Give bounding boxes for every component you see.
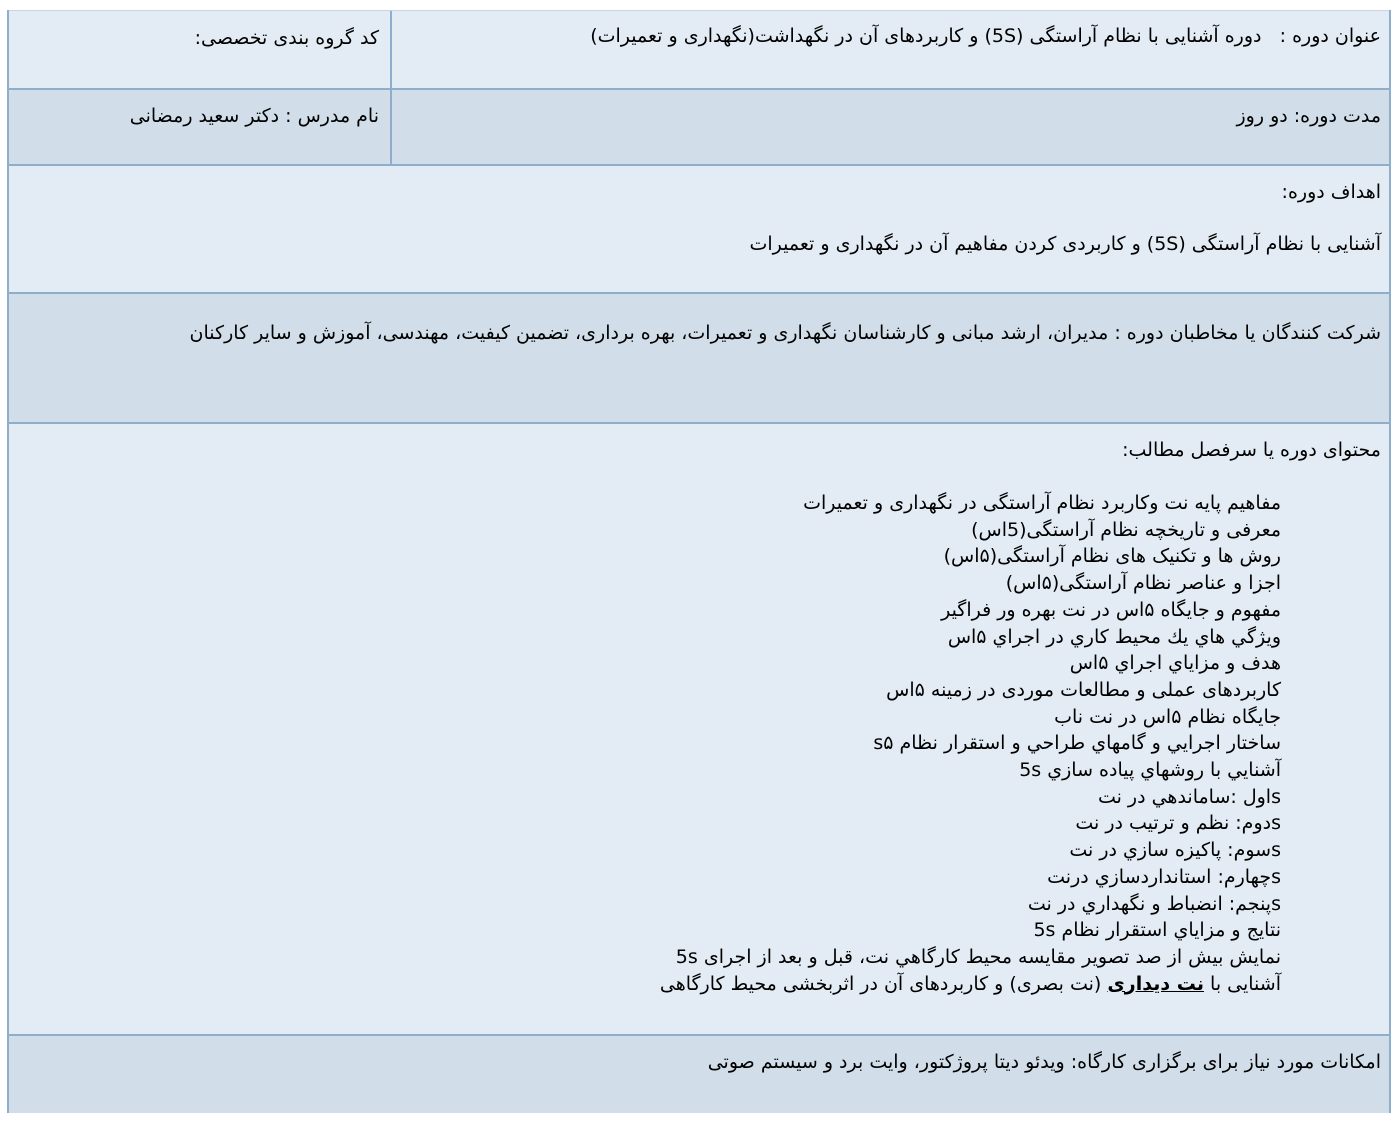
duration-value: دو روز (1236, 105, 1288, 127)
audience-text: مدیران، ارشد مبانی و کارشناسان نگهداری و تعمیرات، بهره برداری، تضمین کیفیت، مهندسی، آموزش و سایر کارکنان (189, 322, 1109, 344)
list-item: کاربردهای عملی و مطالعات موردی در زمینه ۵اس (886, 678, 1281, 701)
list-item: ساختار اجرايي و گامهاي طراحي و استقرار نظام s۵ (873, 732, 1281, 755)
group-code-label: کد گروه بندی تخصصی: (194, 27, 379, 49)
list-item: هدف و مزاياي اجراي ۵اس (1069, 652, 1281, 675)
list-item: sدوم: نظم و ترتيب در نت (1075, 812, 1281, 835)
course-title-value: دوره آشنایی با نظام آراستگی (5S) و کاربردهای آن در نگهداشت(نگهداری و تعمیرات) (590, 25, 1262, 47)
list-item: ويژگي هاي يك محيط كاري در اجراي ۵اس (947, 625, 1281, 648)
course-title (590, 24, 1381, 48)
row-title (9, 10, 1389, 90)
course-info-table (7, 10, 1391, 1113)
row-audience (9, 294, 1389, 424)
row-content (9, 424, 1389, 1036)
last-item-prefix: آشنایی با (1210, 972, 1281, 995)
cell-divider (390, 90, 392, 164)
list-item: اجزا و عناصر نظام آراستگی(۵اس) (1005, 572, 1281, 595)
goals-text: آشنایی با نظام آراستگی (5S) و کاربردی کردن مفاهیم آن در نگهداری و تعمیرات (749, 233, 1381, 255)
list-item: نمایش بیش از صد تصویر مقایسه محیط کارگاهي نت، قبل و بعد از اجرای 5s (675, 945, 1281, 968)
course-title-label: عنوان دوره : (1279, 25, 1381, 47)
teacher-value: دکتر سعید رمضانی (129, 105, 280, 127)
audience-label: شرکت کنندگان یا مخاطبان دوره : (1114, 322, 1381, 344)
list-item: نتايج و مزاياي استقرار نظام 5s (1033, 919, 1281, 942)
facilities-value: ويدئو ديتا پروژكتور، وايت برد و سيستم صوتی (707, 1051, 1065, 1073)
facilities-label: امکانات مورد نیاز برای برگزاری کارگاه: (1070, 1051, 1381, 1073)
row-facilities (9, 1036, 1389, 1113)
list-item: sسوم: پاكيزه سازي در نت (1069, 839, 1281, 862)
row-goals (9, 166, 1389, 294)
list-item: معرفی و تاریخچه نظام آراستگی(5اس) (971, 518, 1281, 541)
list-item: sچهارم: استانداردسازي درنت (1047, 865, 1281, 888)
list-item: روش ها و تکنیک های نظام آراستگی(۵اس) (943, 545, 1281, 568)
audience (17, 308, 1381, 358)
course-duration (1237, 104, 1382, 128)
list-item: sاول :ساماندهي در نت (1097, 785, 1281, 808)
list-item: مفهوم و جایگاه ۵اس در نت بهره ور فراگیر (941, 598, 1281, 621)
teacher-label: نام مدرس : (285, 105, 379, 127)
last-item-suffix: (نت بصری) و کاربردهای آن در اثربخشی محیط کارگاهی (659, 972, 1102, 995)
list-item-last (660, 971, 1281, 998)
cell-divider (390, 11, 392, 88)
list-item: sپنجم: انضباط و نگهداري در نت (1027, 892, 1281, 915)
duration-label: مدت دوره: (1293, 105, 1381, 127)
teacher (130, 104, 379, 128)
list-item: آشنايي با روشهاي پياده سازي 5s (1019, 759, 1281, 782)
row-duration (9, 90, 1389, 166)
list-item: مفاهیم پایه نت وکاربرد نظام آراستگی در نگهداری و تعمیرات (803, 492, 1281, 514)
facilities (708, 1050, 1381, 1074)
last-item-emphasis: نت دیداری (1107, 972, 1204, 995)
content-label: محتوای دوره یا سرفصل مطالب: (1122, 439, 1381, 461)
content-list (660, 490, 1281, 997)
goals-label: اهداف دوره: (1281, 181, 1381, 203)
list-item: جايگاه نظام ۵اس در نت ناب (1054, 705, 1281, 728)
